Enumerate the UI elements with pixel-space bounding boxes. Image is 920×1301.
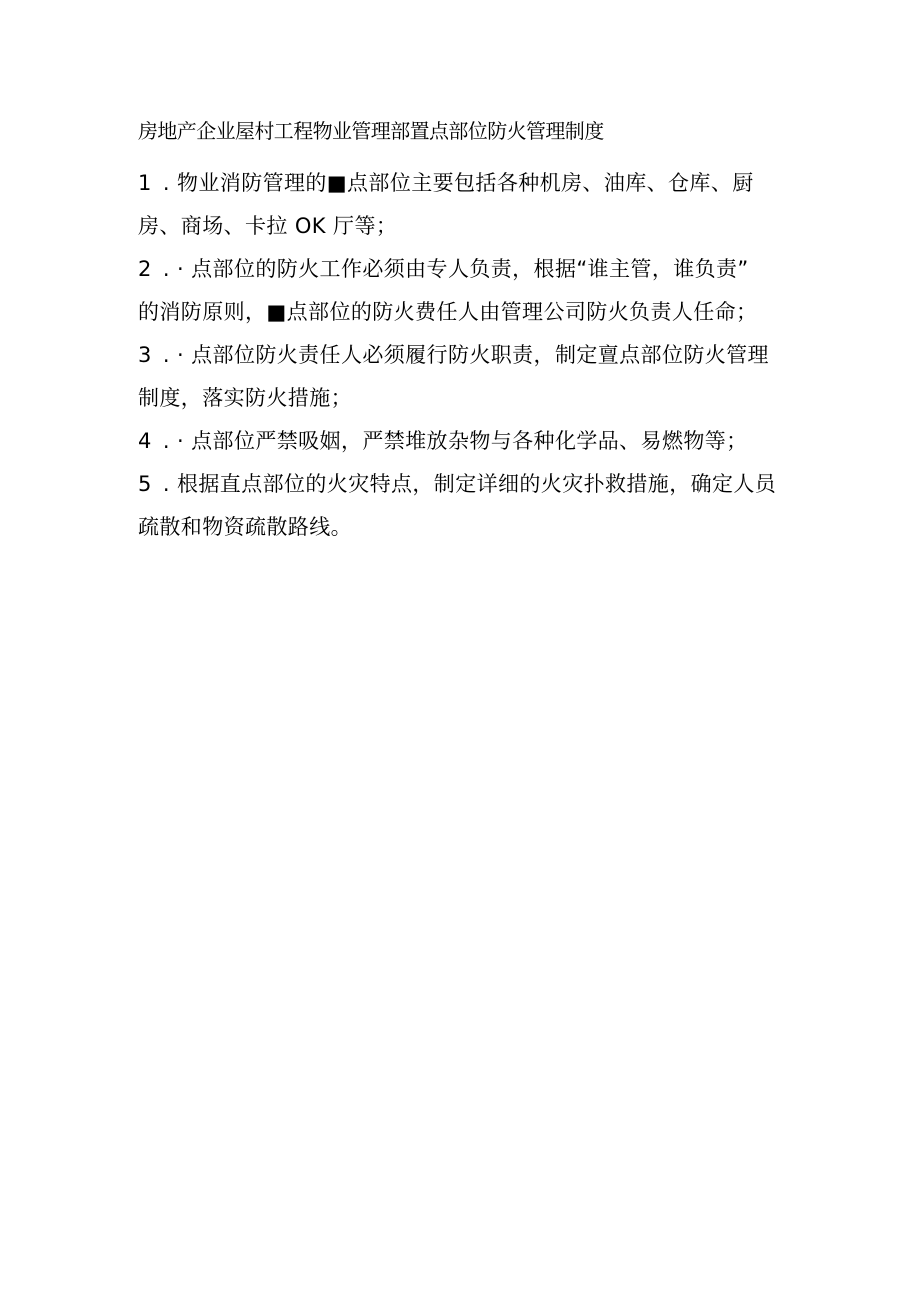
item-5-number: 5 [138, 472, 152, 496]
item-4-number: 4 [138, 429, 152, 453]
item-4-line-1 [138, 420, 788, 463]
item-4-text-1: . · 点部位严禁吸姻，严禁堆放杂物与各种化学品、易燃物等； [155, 429, 748, 453]
item-3-number: 3 [138, 343, 152, 367]
regulation-item-4 [138, 420, 788, 463]
item-5-line-2: 疏散和物资疏散路线。 [138, 515, 352, 539]
item-3-line-2: 制度，落实防火措施； [138, 386, 352, 410]
item-2-text-1: . · 点部位的防火工作必须由专人负责，根据“谁主管，谁负责” [155, 257, 749, 281]
item-1-text-1: . 物业消防管理的■点部位主要包括各种机房、油库、仓库、厨 [155, 171, 754, 195]
regulation-item-3 [138, 334, 788, 420]
item-3-text-1: . · 点部位防火责任人必须履行防火职责，制定亶点部位防火管理 [155, 343, 769, 367]
item-1-line-2: 房、商场、卡拉 OK 厅等； [138, 214, 398, 238]
regulation-list [138, 162, 788, 549]
item-3-line-1 [138, 334, 788, 377]
document-title: 房地产企业屋村工程物业管理部置点部位防火管理制度 [138, 119, 604, 143]
item-5-text-1: . 根据直点部位的火灾特点，制定详细的火灾扑救措施，确定人员 [155, 472, 777, 496]
regulation-item-2 [138, 248, 788, 334]
regulation-item-5 [138, 463, 788, 549]
item-1-number: 1 [138, 171, 152, 195]
regulation-item-1 [138, 162, 788, 248]
item-2-number: 2 [138, 257, 152, 281]
item-2-line-1 [138, 248, 788, 291]
item-2-line-2: 的消防原则，■点部位的防火费任人由管理公司防火负责人任命； [138, 300, 758, 324]
item-5-line-1 [138, 463, 788, 506]
item-1-line-1 [138, 162, 788, 205]
